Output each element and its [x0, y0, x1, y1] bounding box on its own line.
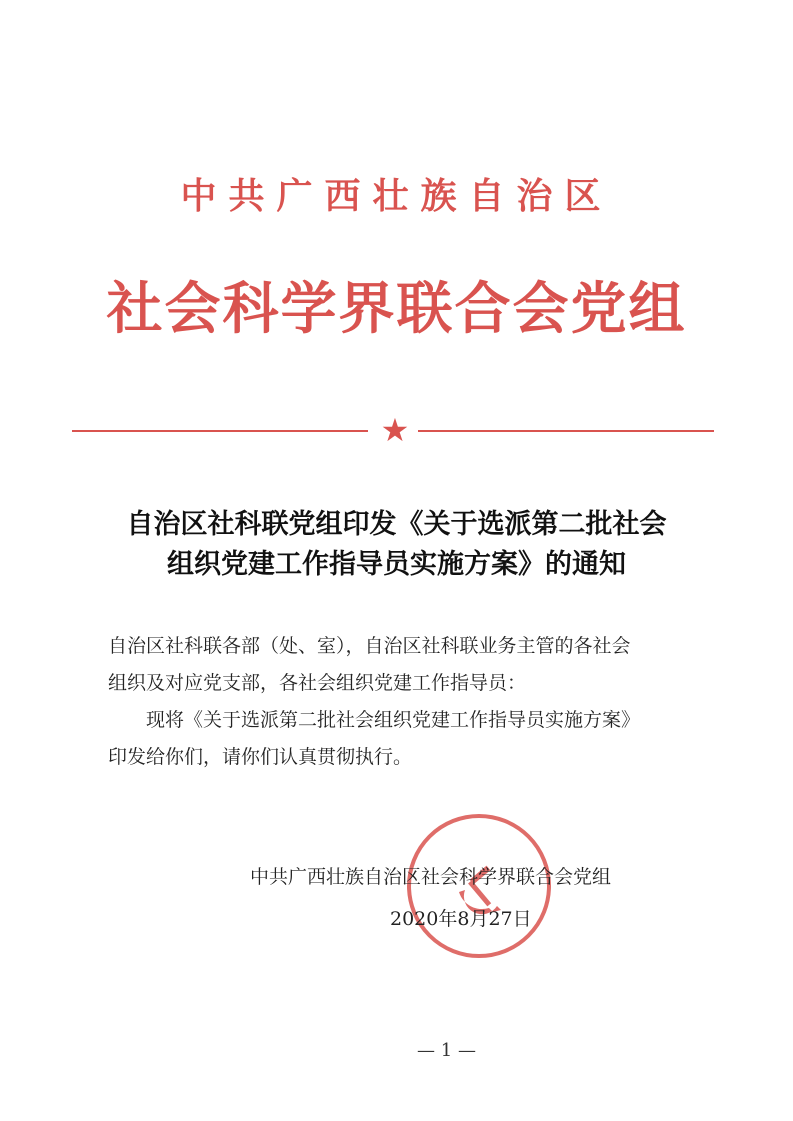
document-title-line1: 自治区社科联党组印发《关于选派第二批社会: [126, 509, 667, 540]
divider-line-left: [72, 430, 368, 432]
document-body: [108, 628, 696, 776]
recipients-line1: 自治区社科联各部（处、室），自治区社科联业务主管的各社会: [108, 635, 631, 657]
signature-organization: 中共广西壮族自治区社会科学界联合会党组: [250, 866, 612, 888]
divider-line-right: [418, 430, 714, 432]
issuing-org-line1: 中共广西壮族自治区: [180, 175, 613, 217]
body-line1: 现将《关于选派第二批社会组织党建工作指导员实施方案》: [146, 709, 641, 731]
document-title-line2: 组织党建工作指导员实施方案》的通知: [167, 549, 626, 580]
header-divider: [72, 411, 714, 449]
recipients-line2: 组织及对应党支部，各社会组织党建工作指导员：: [108, 672, 527, 694]
star-icon: ★: [380, 411, 410, 449]
body-line2: 印发给你们，请你们认真贯彻执行。: [108, 746, 413, 768]
signature-date: 2020年8月27日: [390, 908, 532, 930]
page-number: — 1 —: [417, 1040, 476, 1061]
document-title: [100, 505, 693, 585]
issuing-org-line2: 社会科学界联合会党组: [106, 276, 687, 342]
